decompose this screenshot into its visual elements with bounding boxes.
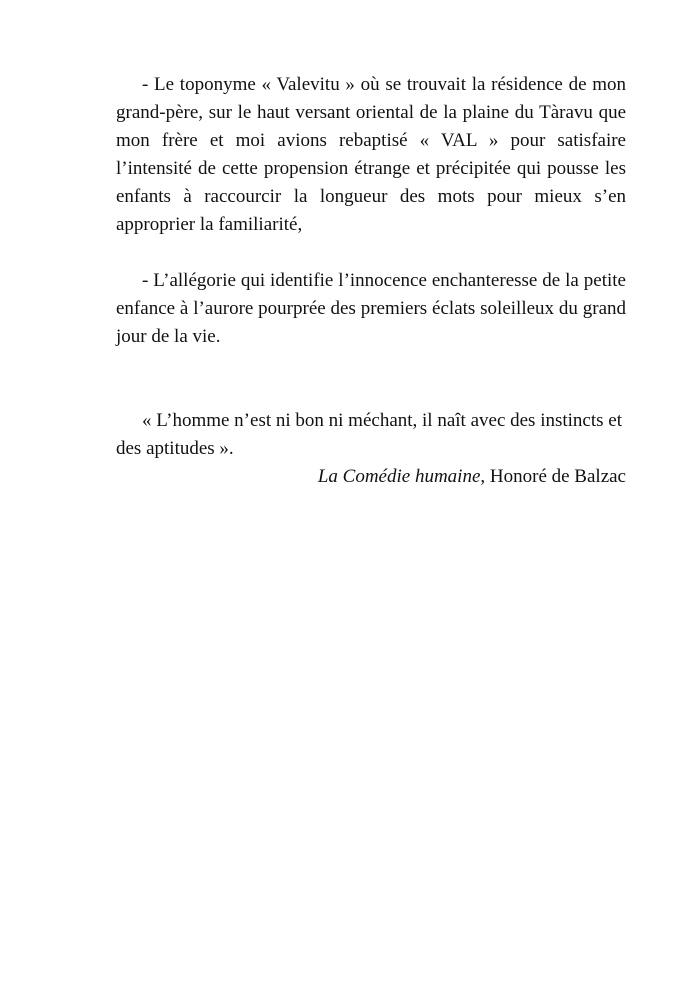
epigraph-work-title: La Comédie humaine bbox=[317, 466, 481, 487]
epigraph-attribution bbox=[116, 463, 626, 491]
epigraph-separator: , bbox=[480, 466, 490, 487]
paragraph-allegorie: - L’allégorie qui identifie l’innocence enchanteresse de la petite enfance à l’aurore pourprée des premiers éclats soleilleux du grand jour de la vie. bbox=[116, 270, 626, 347]
paragraph-toponyme: - Le toponyme « Valevitu » où se trouvait la résidence de mon grand-père, sur le haut versant oriental de la plaine du Tàravu que mon frère et moi avions rebaptisé « VAL » pour satisfaire l’intensité de cette propension étrange et précipitée qui pousse les enfants à raccourcir la longueur des mots pour mieux s’en approprier la familiarité, bbox=[116, 74, 626, 235]
epigraph-quote: « L’homme n’est ni bon ni méchant, il naît avec des instincts et des aptitudes ». bbox=[116, 410, 623, 459]
document-page bbox=[116, 71, 626, 491]
epigraph-author: Honoré de Balzac bbox=[489, 466, 626, 487]
